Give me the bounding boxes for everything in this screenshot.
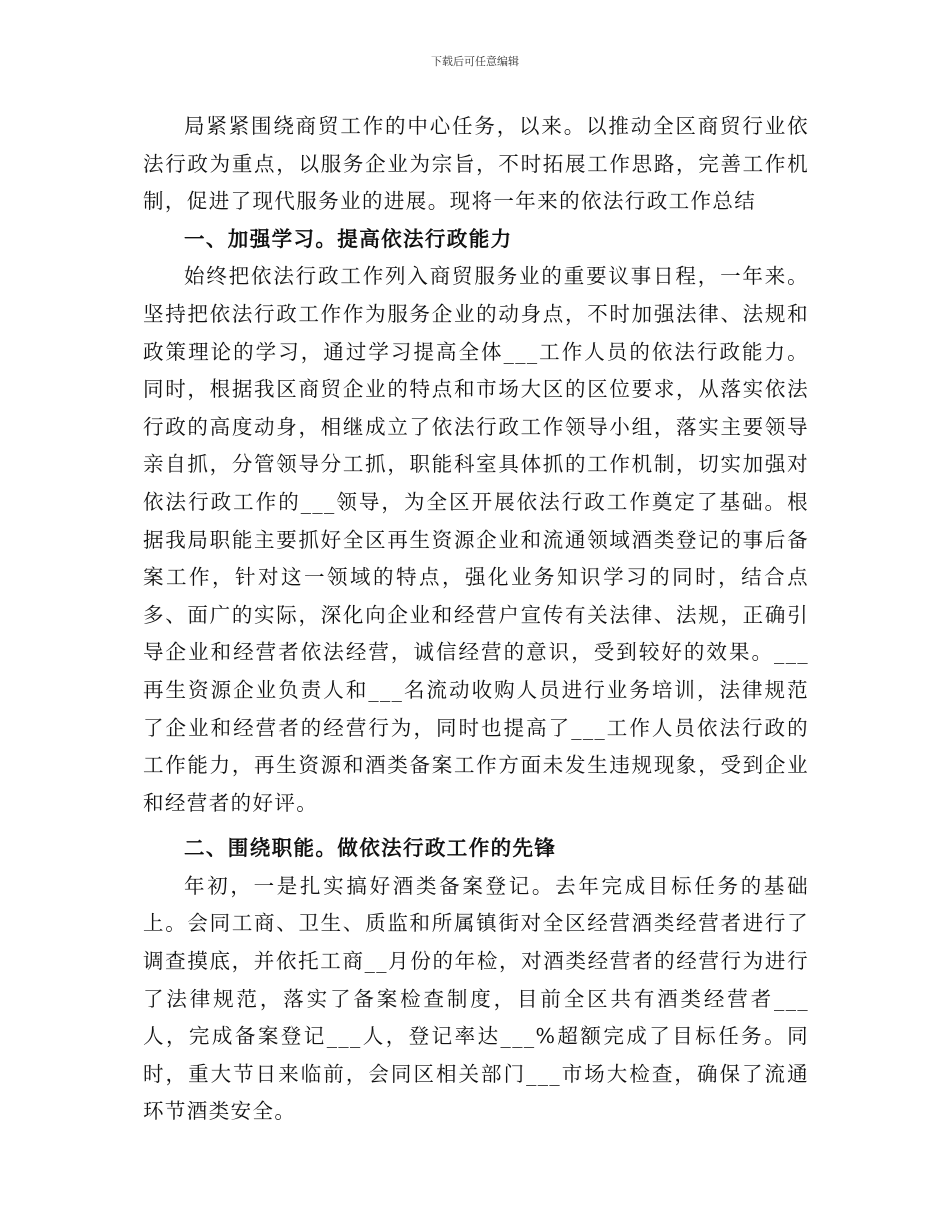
document-body	[143, 108, 809, 1131]
section-heading-2: 二、围绕职能。做依法行政工作的先锋	[184, 836, 557, 861]
page-header: 下载后可任意编辑	[431, 55, 519, 68]
section-2-paragraph: 年初，一是扎实搞好酒类备案登记。去年完成目标任务的基础上。会同工商、卫生、质监和所属镇街对全区经营酒类经营者进行了调查摸底，并依托工商__月份的年检，对酒类经营者的经营行为进行了法律规范，落实了备案检查制度，目前全区共有酒类经营者___人，完成备案登记___人，登记率达___%超额完成了目标任务。同时，重大节日来临前，会同区相关部门___市场大检查，确保了流通环节酒类安全。	[143, 873, 809, 1124]
section-1-paragraph: 始终把依法行政工作列入商贸服务业的重要议事日程，一年来。坚持把依法行政工作作为服务企业的动身点，不时加强法律、法规和政策理论的学习，通过学习提高全体___工作人员的依法行政能力。同时，根据我区商贸企业的特点和市场大区的区位要求，从落实依法行政的高度动身，相继成立了依法行政工作领导小组，落实主要领导亲自抓，分管领导分工抓，职能科室具体抓的工作机制，切实加强对依法行政工作的___领导，为全区开展依法行政工作奠定了基础。根据我局职能主要抓好全区再生资源企业和流通领域酒类登记的事后备案工作，针对这一领域的特点，强化业务知识学习的同时，结合点多、面广的实际，深化向企业和经营户宣传有关法律、法规，正确引导企业和经营者依法经营，诚信经营的意识，受到较好的效果。___再生资源企业负责人和___名流动收购人员进行业务培训，法律规范了企业和经营者的经营行为，同时也提高了___工作人员依法行政的工作能力，再生资源和酒类备案工作方面未发生违规现象，受到企业和经营者的好评。	[143, 264, 809, 815]
intro-paragraph: 局紧紧围绕商贸工作的中心任务，以来。以推动全区商贸行业依法行政为重点，以服务企业为宗旨，不时拓展工作思路，完善工作机制，促进了现代服务业的进展。现将一年来的依法行政工作总结	[143, 114, 809, 214]
section-heading-1: 一、加强学习。提高依法行政能力	[184, 226, 513, 251]
